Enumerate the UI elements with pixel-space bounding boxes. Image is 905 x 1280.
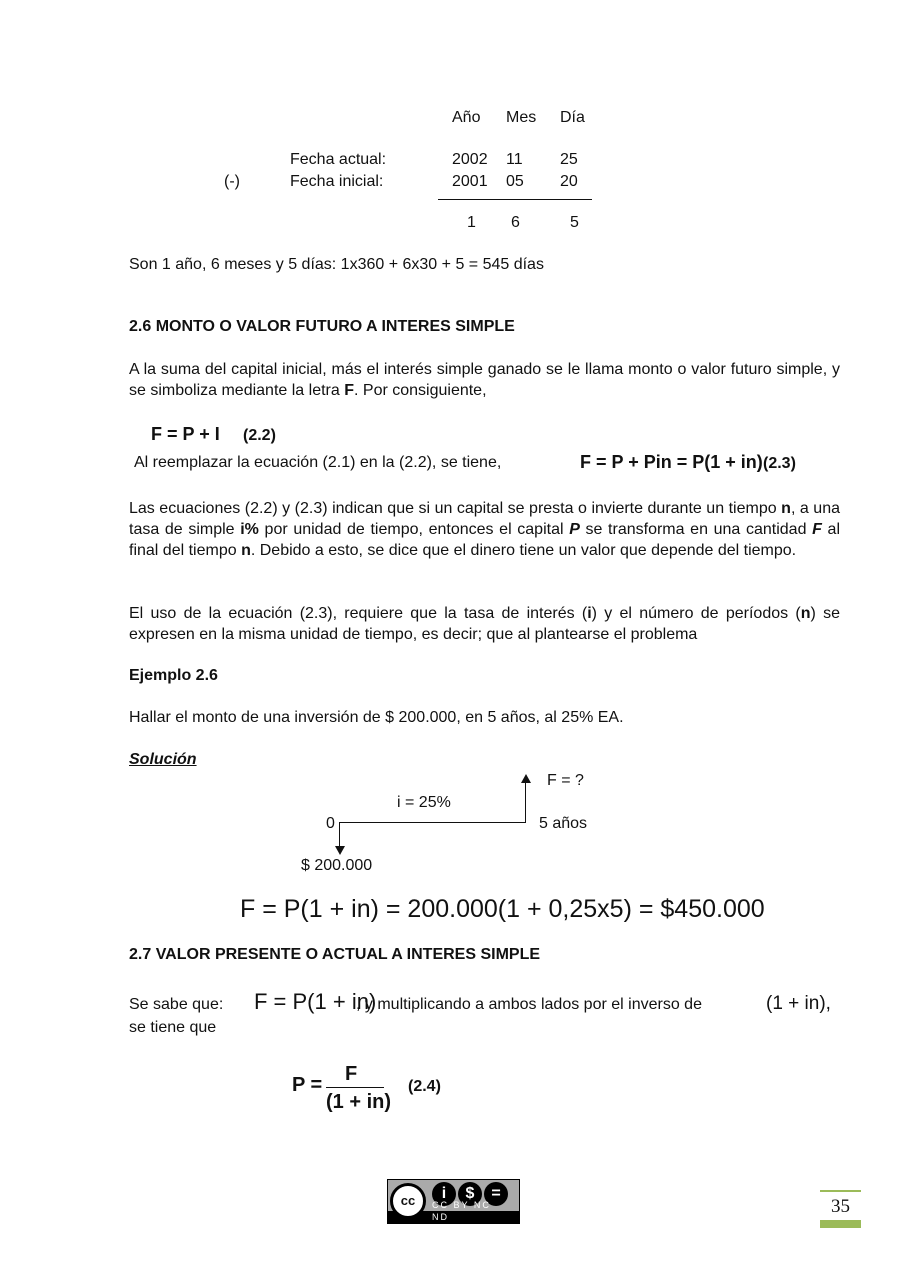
text: (1 + in), xyxy=(766,993,831,1014)
example-title: Ejemplo 2.6 xyxy=(129,667,218,684)
page-number-bar xyxy=(820,1220,861,1228)
minus-sign: (-) xyxy=(224,173,240,190)
fraction-denominator: (1 + in) xyxy=(326,1091,392,1113)
down-arrow-icon xyxy=(335,846,345,855)
cell: 2002 xyxy=(452,151,488,168)
up-arrow-shaft xyxy=(525,782,526,823)
result-equation: F = P(1 + in) = 200.000(1 + 0,25x5) = $450.000 xyxy=(240,895,765,923)
paragraph: Al reemplazar la ecuación (2.1) en la (2.2), se tiene, xyxy=(134,454,502,471)
text: Se sabe que: xyxy=(129,996,224,1013)
by-icon: i xyxy=(432,1182,456,1206)
fraction-bar xyxy=(326,1087,384,1088)
future-value-label: F = ? xyxy=(547,772,584,789)
fraction-numerator: F xyxy=(345,1063,358,1085)
days-text: Son 1 año, 6 meses y 5 días: 1x360 + 6x30 + 5 = 545 días xyxy=(129,256,544,273)
rate-label: i = 25% xyxy=(397,794,451,811)
page-number: 35 xyxy=(831,1196,850,1217)
result-cell: 6 xyxy=(511,214,520,231)
up-arrow-icon xyxy=(521,774,531,783)
paragraph: A la suma del capital inicial, más el interés simple ganado se le llama monto o valor futuro simple, y se simboliza mediante la letra F. Por consiguiente, xyxy=(129,361,840,399)
result-cell: 5 xyxy=(570,214,579,231)
section-heading: 2.6 MONTO O VALOR FUTURO A INTERES SIMPLE xyxy=(129,318,515,335)
col-header-day: Día xyxy=(560,109,585,126)
equation-label: (2.3) xyxy=(763,455,796,472)
text: , y multiplicando a ambos lados por el inverso de xyxy=(356,996,702,1013)
col-header-month: Mes xyxy=(506,109,537,126)
equation-2-2: F = P + I xyxy=(151,424,220,444)
row-label: Fecha actual: xyxy=(290,151,387,168)
start-period-label: 0 xyxy=(326,815,335,832)
down-arrow-shaft xyxy=(339,822,340,848)
equation-2-3: F = P + Pin = P(1 + in) xyxy=(580,452,763,472)
cc-license-badge xyxy=(387,1179,520,1224)
solution-label: Solución xyxy=(129,751,197,768)
cell: 11 xyxy=(506,151,523,168)
row-label: Fecha inicial: xyxy=(290,173,384,190)
text: se tiene que xyxy=(129,1019,217,1036)
result-cell: 1 xyxy=(467,214,476,231)
equation-inline: F = P(1 + in) xyxy=(254,989,377,1014)
subtraction-line xyxy=(438,199,592,200)
cell: 20 xyxy=(560,173,578,190)
paragraph: Las ecuaciones (2.2) y (2.3) indican que si un capital se presta o invierte durante un tiempo n, a una tasa de simple i% por unidad de tiempo, entonces el capital P se transforma en una cantidad F al final del tiempo n. Debido a esto, se dice que el dinero tiene un valor que depende del tiempo. xyxy=(129,500,841,559)
section-heading: 2.7 VALOR PRESENTE O ACTUAL A INTERES SIMPLE xyxy=(129,946,541,963)
cell: 25 xyxy=(560,151,578,168)
equation-label: (2.4) xyxy=(408,1078,441,1095)
license-text: CC BY NC ND xyxy=(432,1200,491,1222)
nd-icon: = xyxy=(484,1182,508,1206)
page-number-rule xyxy=(820,1190,861,1192)
cell: 05 xyxy=(506,173,524,190)
col-header-year: Año xyxy=(452,109,481,126)
end-period-label: 5 años xyxy=(539,815,588,832)
paragraph: El uso de la ecuación (2.3), requiere que la tasa de interés (i) y el número de períodos (n) se expresen en la misma unidad de tiempo, es decir; que al plantearse el problema xyxy=(129,605,841,643)
cell: 2001 xyxy=(452,173,488,190)
nc-icon: $ xyxy=(458,1182,482,1206)
example-statement: Hallar el monto de una inversión de $ 200.000, en 5 años, al 25% EA. xyxy=(129,709,624,726)
equation-label: (2.2) xyxy=(243,427,276,444)
present-value-label: $ 200.000 xyxy=(301,857,373,874)
equation-2-4-left: P = xyxy=(292,1074,323,1096)
timeline xyxy=(339,822,525,823)
cc-icon: cc xyxy=(390,1183,426,1219)
